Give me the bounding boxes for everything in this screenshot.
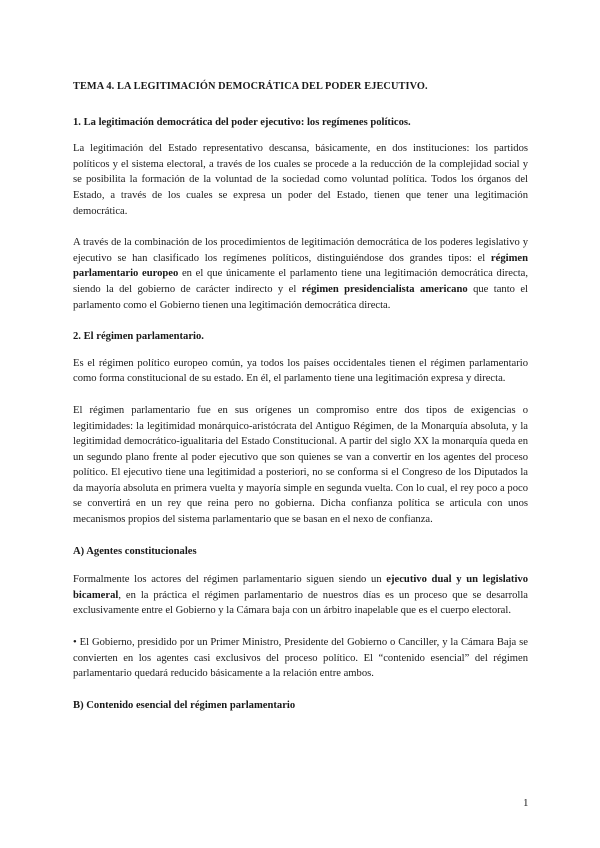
text-span: Formalmente los actores del régimen parlamentario siguen siendo un [73,574,387,586]
bullet-icon: • [73,637,80,649]
document-title: TEMA 4. LA LEGITIMACIÓN DEMOCRÁTICA DEL PODER EJECUTIVO. [73,81,428,92]
subsection-a-paragraph-1 [73,572,528,619]
page-number: 1 [523,797,529,809]
section-2-heading: 2. El régimen parlamentario. [73,331,204,343]
text-span: que tanto el parlamento como el Gobierno tienen una legitimación democrática directa. [73,283,529,311]
bold-term-regimen-presidencialista: régimen presidencialista americano [301,283,468,295]
subsection-a-heading: A) Agentes constitucionales [73,545,197,557]
section-2-paragraph-2: El régimen parlamentario fue en sus orígenes un compromiso entre dos tipos de exigencias o legitimidades: la legitimidad monárquico-aristócrata del Antiguo Régimen, de la Monarquía absoluta, y la legitimidad democrático-igualitaria del Estado Constitucional. A partir del siglo XX la monarquía queda en un segundo plano frente al poder ejecutivo que son quienes se van a convertir en los agentes del proceso político. El ejecutivo tiene una legitimidad a posteriori, no se conforma si el Congreso de los Diputados la da mayoría absoluta en primera vuelta y mayoría simple en segunda vuelta. Con lo cual, el rey poco a poco se convertirá en un rey que reina pero no gobierna. Dicha confianza política se articula con unos mecanismos propios del sistema parlamentario que se basan en el nexo de confianza. [73,404,528,526]
subsection-b-heading: B) Contenido esencial del régimen parlamentario [73,699,296,711]
section-2-paragraph-1: Es el régimen político europeo común, ya todos los países occidentales tienen el régimen parlamentario como forma constitucional de su estado. En él, el parlamento tiene una legitimación expresa y directa. [73,357,528,385]
section-1-heading: 1. La legitimación democrática del poder ejecutivo: los regímenes políticos. [73,116,411,128]
text-span: A través de la combinación de los procedimientos de legitimación democrática de los poderes legislativo y ejecutivo se han clasificado los regímenes políticos, distinguiéndose dos grandes tipos: el [73,237,528,264]
bold-term-ejecutivo-dual: ejecutivo dual y un legislativo bicameral [73,574,528,601]
subsection-a-bullet [73,635,528,682]
page-content [73,79,528,724]
bullet-text: El Gobierno, presidido por un Primer Ministro, Presidente del Gobierno o Canciller, y la Cámara Baja se convierten en los agentes casi exclusivos del proceso político. El “contenido esencial” del régimen parlamentario quedará reducido básicamente a la relación entre ambos. [73,637,528,680]
bold-term-regimen-parlamentario: régimen parlamentario europeo [73,252,528,280]
section-1-paragraph-2 [73,235,528,313]
text-span: , en la práctica el régimen parlamentario de nuestros días es un proceso que se desarrolla exclusivamente entre el Gobierno y la Cámara baja con un árbitro inapelable que es el cuerpo electoral. [73,589,528,617]
text-span: en el que únicamente el parlamento tiene una legitimación democrática directa, siendo la del gobierno de carácter indirecto y el [73,268,528,295]
section-1-paragraph-1: La legitimación del Estado representativo descansa, básicamente, en dos instituciones: los partidos políticos y el sistema electoral, a través de los cuales se procede a la reducción de la complejidad social y se posibilita la formación de la voluntad de la sociedad como voluntad política. Todos los órganos del Estado, a través de los cuales se expresa un poder del Estado, tienen que tener una legitimación democrática. [73,143,528,217]
